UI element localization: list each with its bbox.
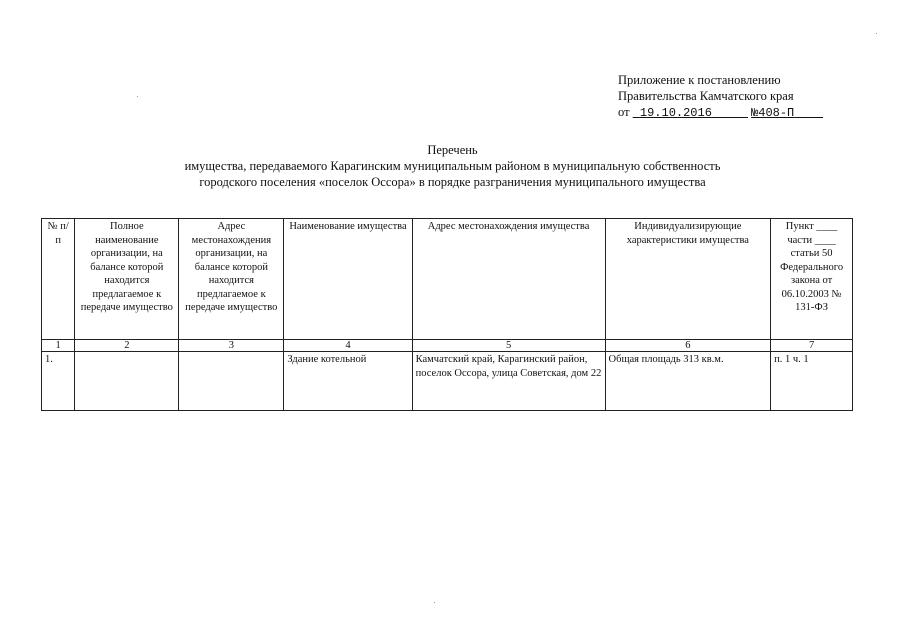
property-characteristics: Общая площадь 313 кв.м. xyxy=(605,352,771,411)
legal-basis: п. 1 ч. 1 xyxy=(771,352,853,411)
date-prefix: от xyxy=(618,105,630,119)
header-cell: Индивидуализирующие характеристики имущества xyxy=(605,219,771,340)
header-cell: Адрес местонахождения имущества xyxy=(412,219,605,340)
table-row xyxy=(42,352,853,411)
property-table xyxy=(41,218,853,411)
header-cell: Полное наименование организации, на балансе которой находится предлагаемое к передаче имущество xyxy=(75,219,179,340)
property-name: Здание котельной xyxy=(284,352,412,411)
table-header-row xyxy=(42,219,853,340)
appendix-line-1: Приложение к постановлению xyxy=(618,73,781,87)
header-cell: Наименование имущества xyxy=(284,219,412,340)
appendix-line-2: Правительства Камчатского края xyxy=(618,89,794,103)
document-title xyxy=(80,142,825,190)
organization-address xyxy=(179,352,284,411)
title-line-2: имущества, передаваемого Карагинским муниципальным районом в муниципальную собственность xyxy=(184,159,721,173)
column-number: 3 xyxy=(179,340,284,352)
resolution-date: 19.10.2016 xyxy=(639,106,712,120)
column-number: 5 xyxy=(412,340,605,352)
column-number: 4 xyxy=(284,340,412,352)
column-number: 6 xyxy=(605,340,771,352)
resolution-number: №408-П xyxy=(751,106,795,120)
appendix-note xyxy=(618,72,823,121)
scan-speck xyxy=(137,96,138,97)
header-cell: № п/п xyxy=(42,219,75,340)
header-cell: Адрес местонахождения организации, на балансе которой находится предлагаемое к передаче имущество xyxy=(179,219,284,340)
organization-name xyxy=(75,352,179,411)
appendix-date-line xyxy=(618,104,823,121)
scan-speck xyxy=(876,33,877,34)
title-line-3: городского поселения «поселок Оссора» в порядке разграничения муниципального имущества xyxy=(199,175,706,189)
scan-speck xyxy=(434,602,435,603)
row-number: 1. xyxy=(42,352,75,411)
column-number-row xyxy=(42,340,853,352)
column-number: 7 xyxy=(771,340,853,352)
column-number: 1 xyxy=(42,340,75,352)
title-line-1: Перечень xyxy=(427,143,478,157)
column-number: 2 xyxy=(75,340,179,352)
header-cell: Пункт ____ части ____ статьи 50 Федерального закона от 06.10.2003 № 131-ФЗ xyxy=(771,219,853,340)
property-address: Камчатский край, Карагинский район, поселок Оссора, улица Советская, дом 22 xyxy=(412,352,605,411)
